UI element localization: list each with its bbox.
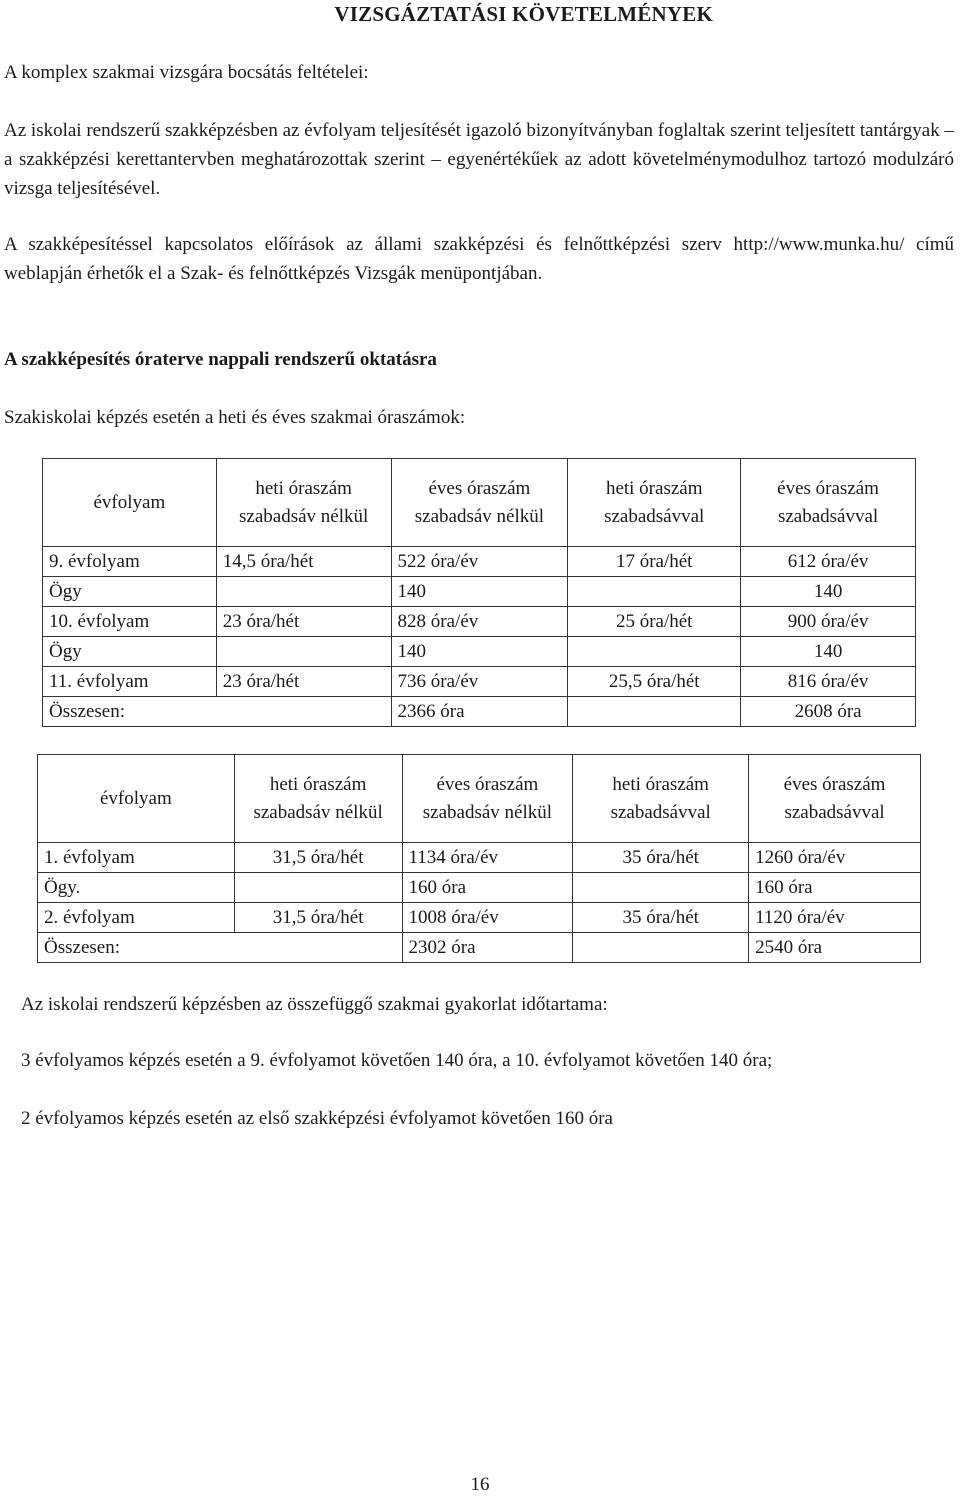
year-cell: 10. évfolyam bbox=[43, 607, 217, 637]
cell: 31,5 óra/hét bbox=[234, 903, 402, 933]
header-cell: éves óraszám szabadsávval bbox=[741, 459, 916, 547]
year-cell: Ögy bbox=[43, 637, 217, 667]
year-cell: Ögy bbox=[43, 577, 217, 607]
practice-2year: 2 évfolyamos képzés esetén az első szakképzési évfolyamot követően 160 óra bbox=[21, 1108, 613, 1129]
cell: 160 óra bbox=[402, 873, 573, 903]
table-header-row bbox=[38, 755, 921, 843]
cell bbox=[216, 637, 391, 667]
header-cell: heti óraszám szabadsávval bbox=[568, 459, 741, 547]
cell: 736 óra/év bbox=[391, 667, 568, 697]
cell bbox=[568, 637, 741, 667]
cell: 23 óra/hét bbox=[216, 607, 391, 637]
paragraph-regulations: A szakképesítéssel kapcsolatos előírások az állami szakképzési és felnőttképzési szerv http://www.munka.hu/ című weblapján érhetők el a Szak- és felnőttképzés Vizsgák menüpontjában. bbox=[4, 234, 954, 284]
table-total-row bbox=[43, 697, 916, 727]
year-cell: 11. évfolyam bbox=[43, 667, 217, 697]
header-cell: évfolyam bbox=[43, 459, 217, 547]
cell: 140 bbox=[391, 577, 568, 607]
cell: 35 óra/hét bbox=[573, 903, 749, 933]
table-row bbox=[43, 577, 916, 607]
practice-heading: Az iskolai rendszerű képzésben az összefüggő szakmai gyakorlat időtartama: bbox=[21, 994, 608, 1015]
conditions-heading: A komplex szakmai vizsgára bocsátás feltételei: bbox=[4, 62, 369, 83]
year-cell: 2. évfolyam bbox=[38, 903, 235, 933]
cell: 140 bbox=[741, 637, 916, 667]
practice-3year: 3 évfolyamos képzés esetén a 9. évfolyamot követően 140 óra, a 10. évfolyamot követően 140 óra; bbox=[21, 1050, 773, 1071]
table-row bbox=[38, 903, 921, 933]
cell: 25 óra/hét bbox=[568, 607, 741, 637]
table-row bbox=[43, 667, 916, 697]
table-total-row bbox=[38, 933, 921, 963]
cell bbox=[568, 697, 741, 727]
cell bbox=[216, 577, 391, 607]
hours-table-2year bbox=[37, 754, 921, 963]
table-row bbox=[43, 637, 916, 667]
header-cell: heti óraszám szabadsávval bbox=[573, 755, 749, 843]
cell: 612 óra/év bbox=[741, 547, 916, 577]
paragraph-modules: Az iskolai rendszerű szakképzésben az évfolyam teljesítését igazoló bizonyítványban foglaltak szerint teljesített tantárgyak – a szakképzési kerettantervben meghatározottak szerint – egyenértékűek az adott követelménymodulhoz tartozó modulzáró vizsga teljesítésével. bbox=[4, 120, 954, 199]
total-cell: 2302 óra bbox=[402, 933, 573, 963]
year-cell: 9. évfolyam bbox=[43, 547, 217, 577]
cell bbox=[234, 873, 402, 903]
total-cell: 2540 óra bbox=[749, 933, 921, 963]
table-row bbox=[43, 547, 916, 577]
year-cell: 1. évfolyam bbox=[38, 843, 235, 873]
cell bbox=[573, 873, 749, 903]
cell: 17 óra/hét bbox=[568, 547, 741, 577]
table-row bbox=[43, 607, 916, 637]
table-header-row bbox=[43, 459, 916, 547]
cell: 31,5 óra/hét bbox=[234, 843, 402, 873]
cell: 160 óra bbox=[749, 873, 921, 903]
intro-text: Szakiskolai képzés esetén a heti és éves szakmai óraszámok: bbox=[4, 407, 466, 428]
table-row bbox=[38, 873, 921, 903]
header-cell: éves óraszám szabadsáv nélkül bbox=[402, 755, 573, 843]
cell bbox=[568, 577, 741, 607]
cell: 140 bbox=[741, 577, 916, 607]
cell: 35 óra/hét bbox=[573, 843, 749, 873]
cell: 1120 óra/év bbox=[749, 903, 921, 933]
header-cell: éves óraszám szabadsávval bbox=[749, 755, 921, 843]
cell bbox=[573, 933, 749, 963]
header-cell: heti óraszám szabadsáv nélkül bbox=[216, 459, 391, 547]
year-cell: Ögy. bbox=[38, 873, 235, 903]
cell: 1134 óra/év bbox=[402, 843, 573, 873]
total-cell: 2608 óra bbox=[741, 697, 916, 727]
total-label: Összesen: bbox=[38, 933, 403, 963]
cell: 140 bbox=[391, 637, 568, 667]
section-heading: A szakképesítés óraterve nappali rendszerű oktatásra bbox=[4, 349, 437, 370]
cell: 25,5 óra/hét bbox=[568, 667, 741, 697]
cell: 816 óra/év bbox=[741, 667, 916, 697]
cell: 14,5 óra/hét bbox=[216, 547, 391, 577]
cell: 1008 óra/év bbox=[402, 903, 573, 933]
cell: 522 óra/év bbox=[391, 547, 568, 577]
header-cell: évfolyam bbox=[38, 755, 235, 843]
total-label: Összesen: bbox=[43, 697, 392, 727]
header-cell: éves óraszám szabadsáv nélkül bbox=[391, 459, 568, 547]
total-cell: 2366 óra bbox=[391, 697, 568, 727]
header-cell: heti óraszám szabadsáv nélkül bbox=[234, 755, 402, 843]
cell: 1260 óra/év bbox=[749, 843, 921, 873]
page-number: 16 bbox=[470, 1474, 490, 1495]
cell: 900 óra/év bbox=[741, 607, 916, 637]
cell: 23 óra/hét bbox=[216, 667, 391, 697]
page-title: VIZSGÁZTATÁSI KÖVETELMÉNYEK bbox=[334, 2, 713, 26]
table-row bbox=[38, 843, 921, 873]
hours-table-3year bbox=[42, 458, 916, 727]
cell: 828 óra/év bbox=[391, 607, 568, 637]
